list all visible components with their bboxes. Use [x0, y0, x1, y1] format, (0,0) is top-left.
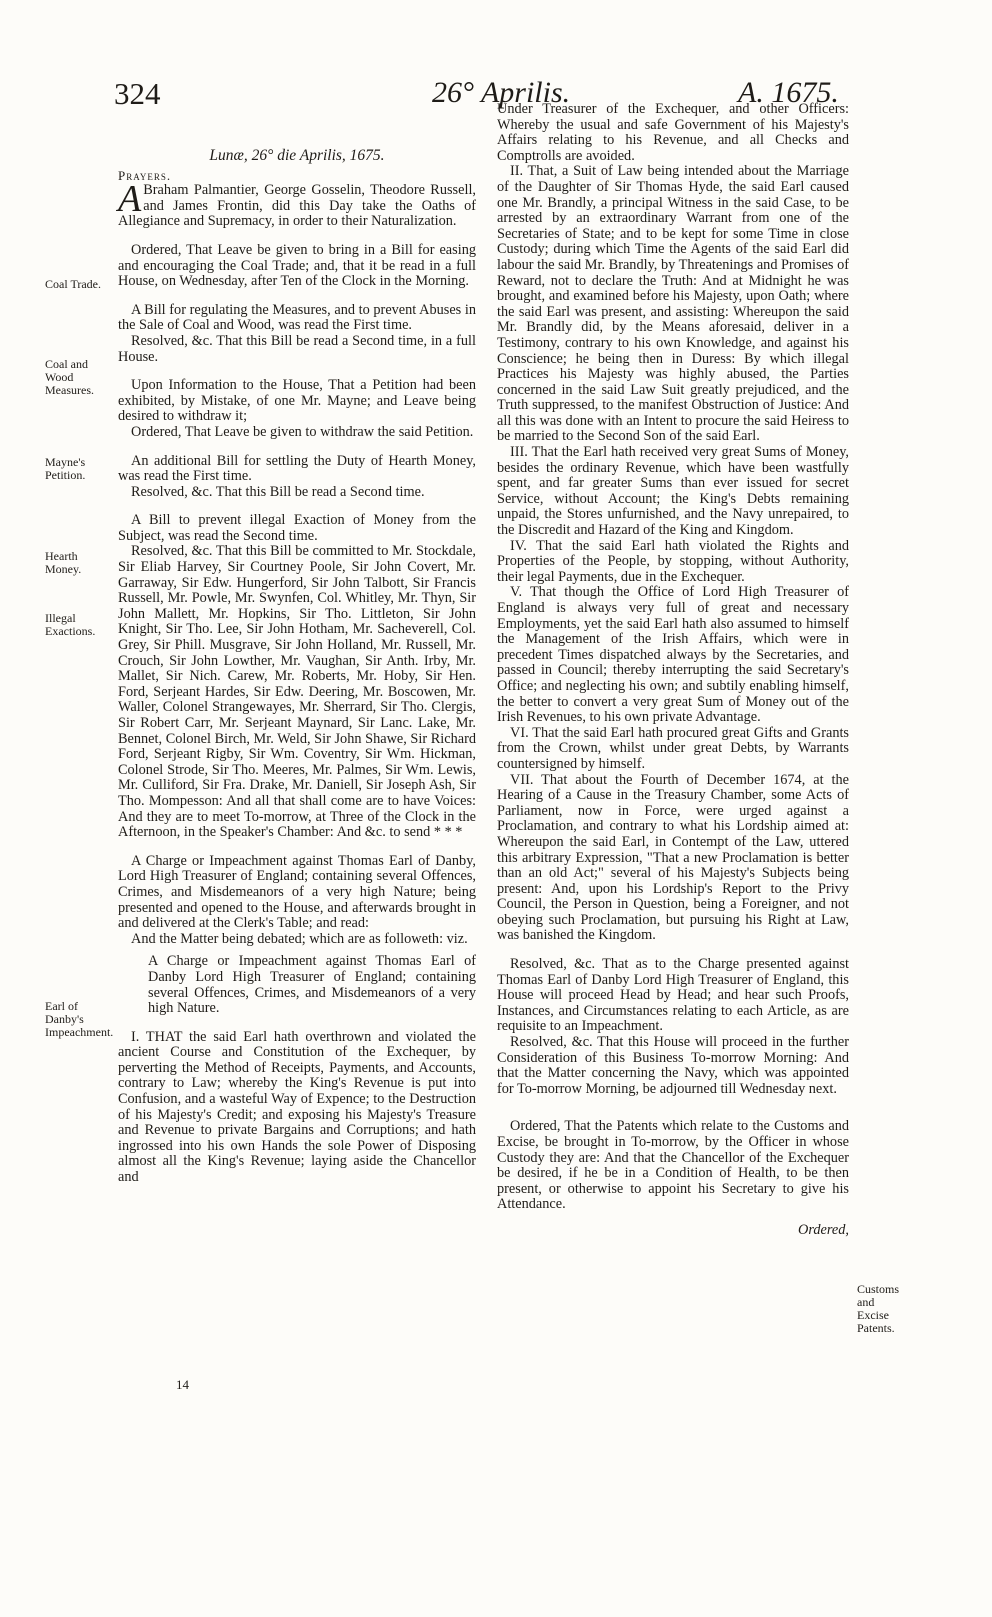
margin-note-danby: Earl of Danby's Impeachment.: [45, 999, 114, 1039]
entry-danby: A Charge or Impeachment against Thomas Earl of Danby, Lord High Treasurer of England; containing several Offences, Crimes, and Misdemeanors of a very high Nature; being presented and opened to the House, and afterwards brought in and delivered at the Clerk's Table; and read:: [118, 852, 476, 932]
entry-coal-resolved: Resolved, &c. That this Bill be read a Second time, in a full House.: [118, 332, 476, 365]
margin-note-coal-wood: Coal and Wood Measures.: [45, 357, 94, 397]
right-column: [497, 102, 849, 1239]
margin-note-mayne: Mayne's Petition.: [45, 455, 86, 482]
catchword: Ordered,: [798, 1221, 849, 1238]
entry-illegal: A Bill to prevent illegal Exaction of Money from the Subject, was read the Second time.: [118, 512, 476, 544]
left-column: [118, 148, 476, 1186]
resolved-2: Resolved, &c. That this House will proceed in the further Consideration of this Business To-morrow Morning: And that the Matter concerning the Navy, which was appointed for To-morrow Morning, be adjourned till Wednesday next.: [497, 1034, 849, 1097]
article-2: II. That, a Suit of Law being intended about the Marriage of the Daughter of Sir Thomas Hyde, the said Earl caused one Mr. Brandly, a principal Witness in the said Case, to be arrested by an extraordinary Warrant from one of the Secretaries of State; and to be kept for some Time in close Custody; during which Time the Agents of the said Earl did labour the said Mr. Brandly, by Threatenings and Promises of Reward, not to declare the Truth: And at Midnight he was brought, and examined before his Majesty, upon Oath; where the said Earl was present, and assisting: Whereupon the said Mr. Brandly did, by the Means aforesaid, deliver in a Testimony, contrary to his own Knowledge, and against his Conscience; he being then in Duress: By which illegal Practices his Majesty was highly abused, the Parties concerned in the said Law Suit greatly prejudiced, and the Truth suppressed, to the manifest Obstruction of Justice: And all this was done with an Intent to procure the said Heiress to be married to the Second Son of the said Earl.: [497, 163, 849, 445]
entry-naturalization: A Braham Palmantier, George Gosselin, Theodore Russell, and James Frontin, did this Day take the Oaths of Allegiance and Supremacy, in order to their Naturalization.: [118, 178, 476, 230]
entry-hearth-resolved: Resolved, &c. That this Bill be read a Second time.: [131, 483, 425, 500]
charge-title: A Charge or Impeachment against Thomas Earl of Danby Lord High Treasurer of England; containing several Offences, Crimes, and Misdemeanors of a very high Nature.: [148, 953, 476, 1017]
running-date: 26° Aprilis.: [432, 76, 571, 109]
article-5: V. That though the Office of Lord High Treasurer of England is always very full of great and necessary Employments, yet the said Earl hath also assumed to himself the Management of the Irish Affairs, which were in precedent Times dispatched always by the Secretaries, and passed in Council; thereby interrupting the said Secretary's Office; and neglecting his own; and subtily enabling himself, the better to convert a very great Sum of Money out of the Irish Revenues, to his own private Advantage.: [497, 584, 849, 726]
margin-note-hearth: Hearth Money.: [45, 549, 82, 576]
article-3: III. That the Earl hath received very great Sums of Money, besides the ordinary Revenue, which have been wastfully spent, and far greater Sums than ever issued for secret Service, without Account; the King's Debts remaining unpaid, the Stores unfurnished, and the Navy unrepaired, to the Discredit and Hazard of the King and Kingdom.: [497, 444, 849, 539]
margin-note-coal-trade: Coal Trade.: [45, 277, 102, 291]
entry-customs: Ordered, That the Patents which relate to the Customs and Excise, be brought in To-morrow, by the Officer in whose Custody they are: And that the Chancellor of the Exchequer be desired, if he be in a Condition of Health, to be then present, or otherwise to appoint his Secretary to give his Attendance.: [497, 1118, 849, 1213]
article-7: VII. That about the Fourth of December 1674, at the Hearing of a Cause in the Treasury Chamber, some Acts of Parliament, now in Force, were urged against a Proclamation, and contrary to what his Lordship aimed at: Whereupon the said Earl, in Contempt of the Law, uttered this arbitrary Expression, "That a new Proclamation is better than an old Act;" several of his Majesty's Subjects being present: And, upon his Lordship's Report to the Privy Council, the Person in Question, being a Foreigner, and not obeying such Proclamation, but pursuing his Right at Law, was banished the Kingdom.: [497, 771, 849, 944]
signature-mark: 14: [176, 1377, 189, 1392]
article-1-cont: Under Treasurer of the Exchequer, and other Officers: Whereby the usual and safe Government of his Majesty's Affairs relating to his Revenue, and all Checks and Comptrolls are avoided.: [497, 101, 849, 164]
prayers-heading: Prayers.: [118, 167, 172, 183]
running-year: A. 1675.: [738, 76, 839, 109]
entry-mayne-ordered: Ordered, That Leave be given to withdraw the said Petition.: [131, 423, 474, 440]
entry-hearth: An additional Bill for settling the Duty of Hearth Money, was read the First time.: [118, 452, 476, 485]
page-number: 324: [114, 76, 161, 111]
entry-coal-trade: Ordered, That Leave be given to bring in a Bill for easing and encouraging the Coal Trade; and, that it be read in a full House, on Wednesday, after Ten of the Clock in the Morning.: [118, 241, 476, 290]
entry-coal-bill: A Bill for regulating the Measures, and to prevent Abuses in the Sale of Coal and Wood, was read the First time.: [118, 301, 476, 334]
sitting-heading: Lunæ, 26° die Aprilis, 1675.: [209, 147, 385, 164]
resolved-1: Resolved, &c. That as to the Charge presented against Thomas Earl of Danby Lord High Treasurer of England, this House will proceed Head by Head; and hear such Proofs, Instances, and Circumstances relating to each Article, as are requisite to an Impeachment.: [497, 956, 849, 1035]
drop-cap: A: [118, 178, 142, 221]
margin-note-illegal: Illegal Exactions.: [45, 611, 96, 638]
entry-mayne: Upon Information to the House, That a Petition had been exhibited, by Mistake, of one Mr. Mayne; and Leave being desired to withdraw it;: [118, 377, 476, 425]
entry-committee: Resolved, &c. That this Bill be committed to Mr. Stockdale, Sir Eliab Harvey, Sir Courtney Poole, Sir John Covert, Mr. Garraway, Sir Edw. Hungerford, Sir John Talbott, Sir Francis Russell, Mr. Powle, Mr. Swynfen, Col. Whitley, Mr. Thyn, Sir John Mallett, Mr. Hopkins, Sir Tho. Littleton, Sir John Knight, Sir Tho. Lee, Sir John Hotham, Mr. Sacheverell, Col. Grey, Sir Phill. Musgrave, Sir John Holland, Mr. Russell, Mr. Crouch, Sir John Lowther, Mr. Vaughan, Sir Anth. Irby, Mr. Mallet, Sir Nich. Carew, Mr. Roberts, Mr. Hoby, Sir Hen. Ford, Serjeant Hardes, Sir Edw. Deering, Mr. Boscowen, Mr. Waller, Colonel Strangewayes, Mr. Sherrard, Sir Tho. Clergis, Sir Robert Carr, Mr. Serjeant Maynard, Sir Lanc. Lake, Mr. Bennet, Colonel Birch, Mr. Weld, Sir John Shawe, Sir Richard Ford, Serjeant Rigby, Sir Wm. Coventry, Sir Wm. Hickman, Colonel Strode, Sir Tho. Meeres, Mr. Palmes, Sir Wm. Lewis, Mr. Culliford, Sir Fra. Drake, Mr. Daniell, Sir Joseph Ash, Sir Tho. Mompesson: And all that shall come are to have Voices: And they are to meet To-morrow, at Three of the Clock in the Afternoon, in the Speaker's Chamber: And &c. to send * * *: [118, 543, 476, 841]
margin-note-customs: Customs and Excise Patents.: [857, 1282, 900, 1335]
article-6: VI. That the said Earl hath procured great Gifts and Grants from the Crown, whilst under great Debts, by Warrants countersigned by himself.: [497, 724, 849, 772]
article-4: IV. That the said Earl hath violated the Rights and Properties of the People, by stopping, without Authority, their legal Payments, due in the Exchequer.: [497, 537, 849, 585]
article-1: I. THAT the said Earl hath overthrown and violated the ancient Course and Constitution of the Exchequer, by perverting the Method of Receipts, Payments, and Accounts, contrary to Law; whereby the King's Revenue is put into Confusion, and a wasteful Way of Expence; to the Destruction of his Majesty's Credit; and exposing his Majesty's Treasure and Revenue to private Bargains and Corruptions; and hath ingrossed into his own Hands the sole Power of Disposing almost all the King's Revenue; laying aside the Chancellor and: [118, 1028, 476, 1186]
entry-debated: And the Matter being debated; which are as followeth: viz.: [131, 930, 468, 947]
